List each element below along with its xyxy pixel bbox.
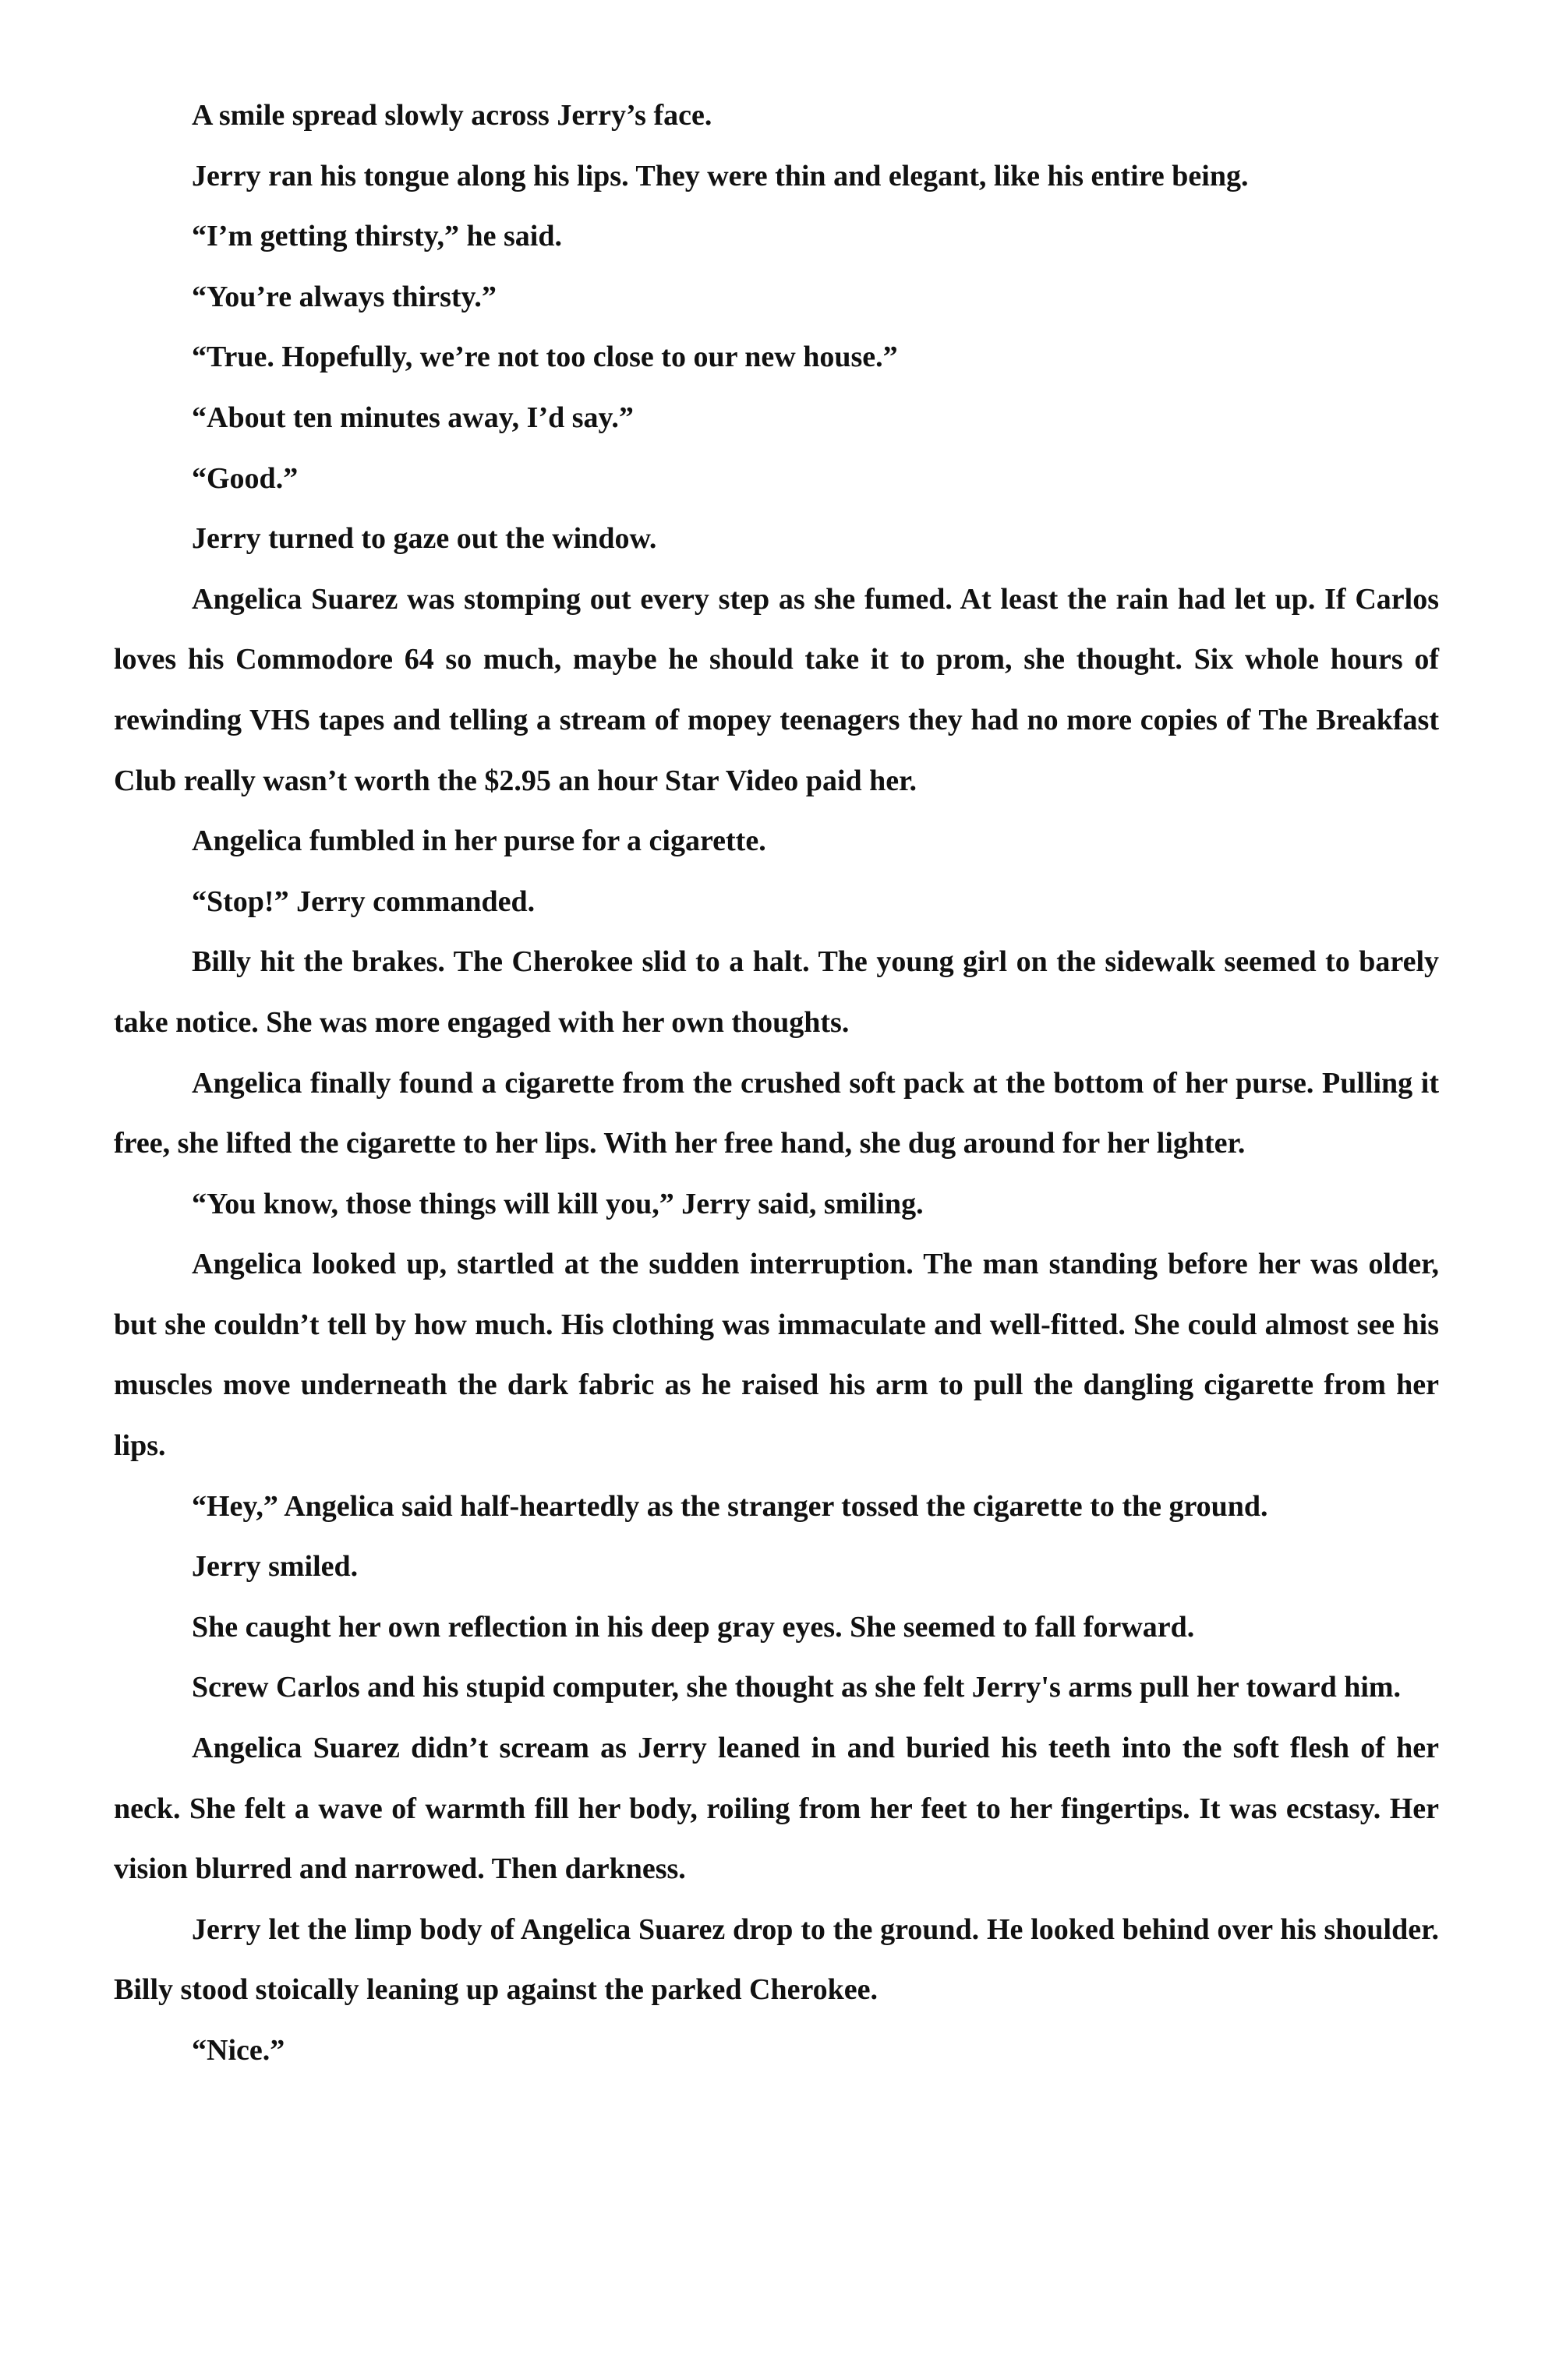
paragraph: A smile spread slowly across Jerry’s face. — [192, 99, 712, 132]
paragraph: “I’m getting thirsty,” he said. — [192, 220, 562, 253]
paragraph: “Stop!” Jerry commanded. — [192, 885, 536, 918]
paragraph: “You know, those things will kill you,” Jerry said, smiling. — [192, 1187, 924, 1220]
paragraph: “True. Hopefully, we’re not too close to our new house.” — [192, 341, 898, 374]
paragraph: She caught her own reflection in his deep gray eyes. She seemed to fall forward. — [192, 1610, 1195, 1644]
paragraph: Angelica finally found a cigarette from the crushed soft pack at the bottom of her purse. Pulling it free, she lifted the cigarette to her lips. With her free hand, she dug around for her lighter. — [114, 1066, 1439, 1160]
document-page — [114, 86, 1439, 2082]
paragraph: Angelica Suarez was stomping out every step as she fumed. At least the rain had let up. If Carlos loves his Commodore 64 so much, maybe he should take it to prom, she thought. Six whole hours of rewinding VHS tapes and telling a stream of mopey teenagers they had no more copies of The Breakfast Club really wasn’t worth the $2.95 an hour Star Video paid her. — [114, 582, 1439, 797]
paragraph: “Hey,” Angelica said half-heartedly as the stranger tossed the cigarette to the ground. — [192, 1489, 1268, 1523]
paragraph: Billy hit the brakes. The Cherokee slid to a halt. The young girl on the sidewalk seemed to barely take notice. She was more engaged with her own thoughts. — [114, 945, 1439, 1039]
paragraph: Jerry turned to gaze out the window. — [192, 522, 657, 556]
paragraph: “Nice.” — [192, 2034, 285, 2067]
paragraph: Angelica looked up, startled at the sudden interruption. The man standing before her was older, but she couldn’t tell by how much. His clothing was immaculate and well-fitted. She could almost see his muscles move underneath the dark fabric as he raised his arm to pull the dangling cigarette from her lips. — [114, 1248, 1439, 1463]
paragraph: Jerry smiled. — [192, 1550, 359, 1584]
paragraph: “About ten minutes away, I’d say.” — [192, 401, 634, 434]
paragraph: Jerry ran his tongue along his lips. They were thin and elegant, like his entire being. — [192, 159, 1249, 192]
paragraph: Jerry let the limp body of Angelica Suarez drop to the ground. He looked behind over his shoulder. Billy stood stoically leaning up against the parked Cherokee. — [114, 1912, 1439, 2007]
paragraph: “Good.” — [192, 461, 299, 495]
paragraph: Angelica Suarez didn’t scream as Jerry leaned in and buried his teeth into the soft flesh of her neck. She felt a wave of warmth fill her body, roiling from her feet to her fingertips. It was ecstasy. Her vision blurred and narrowed. Then darkness. — [114, 1732, 1439, 1886]
paragraph: “You’re always thirsty.” — [192, 280, 497, 313]
paragraph: Angelica fumbled in her purse for a cigarette. — [192, 825, 766, 858]
paragraph: Screw Carlos and his stupid computer, she thought as she felt Jerry's arms pull her toward him. — [192, 1671, 1402, 1704]
